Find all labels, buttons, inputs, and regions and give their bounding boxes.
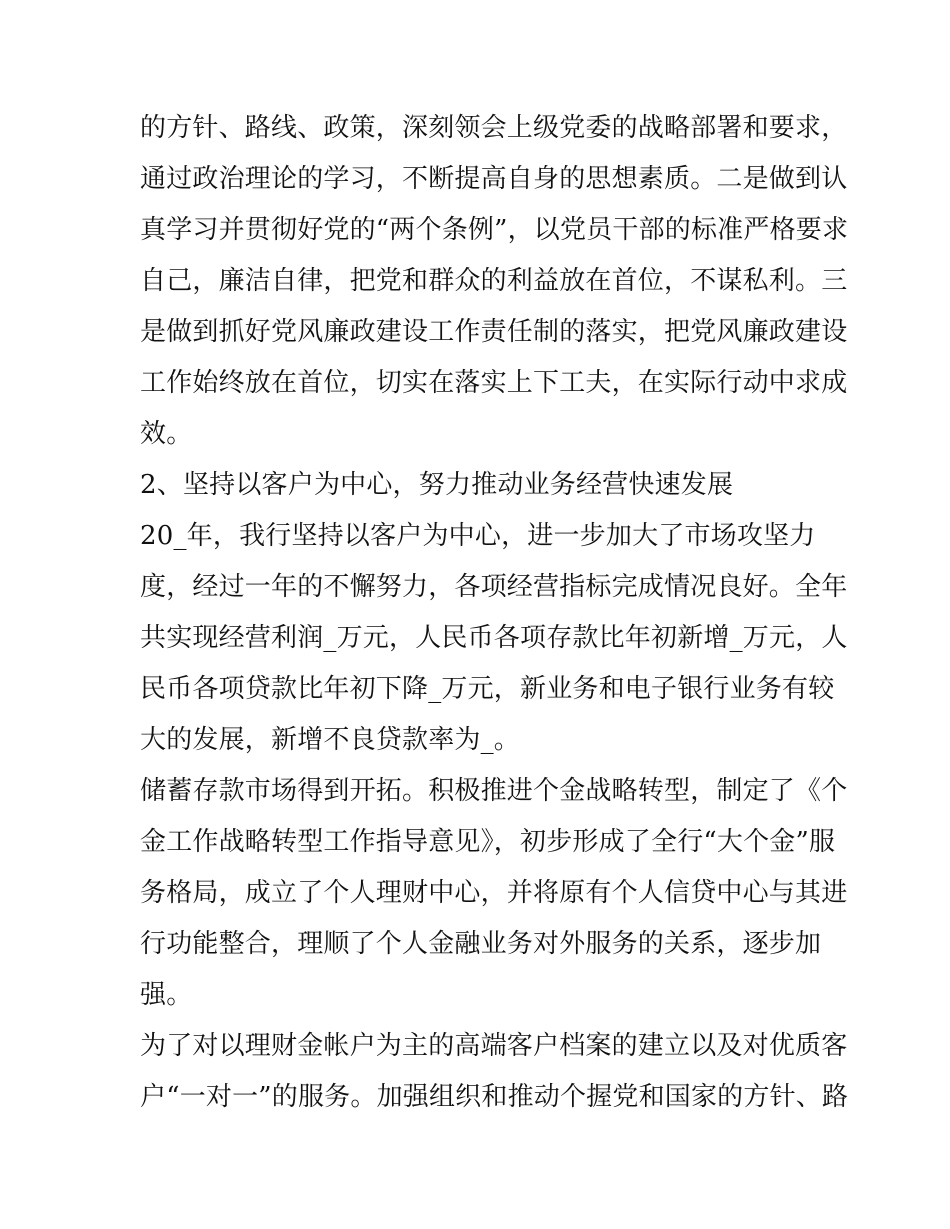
text-line: 效。 xyxy=(140,419,193,449)
text-line: 金工作战略转型工作指导意见》，初步形成了全行“大个金”服 xyxy=(140,827,836,857)
text-line: 是做到抓好党风廉政建设工作责任制的落实，把党风廉政建设 xyxy=(140,317,848,347)
text-line: 20_年，我行坚持以客户为中心，进一步加大了市场攻坚力 xyxy=(140,521,816,551)
text-line: 为了对以理财金帐户为主的高端客户档案的建立以及对优质客 xyxy=(140,1031,848,1061)
text-line: 自己，廉洁自律，把党和群众的利益放在首位，不谋私利。三 xyxy=(140,266,848,296)
section-heading: 2、坚持以客户为中心，努力推动业务经营快速发展 xyxy=(140,470,734,500)
text-line: 民币各项贷款比年初下降_万元，新业务和电子银行业务有较 xyxy=(140,674,835,704)
text-line: 通过政治理论的学习，不断提高自身的思想素质。二是做到认 xyxy=(140,164,848,194)
text-line: 共实现经营利润_万元，人民币各项存款比年初新增_万元，人 xyxy=(140,623,848,653)
text-line: 大的发展，新增不良贷款率为_。 xyxy=(140,725,521,755)
text-line: 务格局，成立了个人理财中心，并将原有个人信贷中心与其进 xyxy=(140,878,848,908)
text-line: 强。 xyxy=(140,980,193,1010)
text-line: 的方针、路线、政策，深刻领会上级党委的战略部署和要求， xyxy=(140,113,848,143)
text-line: 行功能整合，理顺了个人金融业务对外服务的关系，逐步加 xyxy=(140,929,822,959)
text-line: 度，经过一年的不懈努力，各项经营指标完成情况良好。全年 xyxy=(140,572,848,602)
text-line: 户“一对一”的服务。加强组织和推动个握党和国家的方针、路 xyxy=(140,1082,849,1112)
text-line: 储蓄存款市场得到开拓。积极推进个金战略转型，制定了《个 xyxy=(140,776,848,806)
text-line: 工作始终放在首位，切实在落实上下工夫，在实际行动中求成 xyxy=(140,368,848,398)
text-line: 真学习并贯彻好党的“两个条例”，以党员干部的标准严格要求 xyxy=(140,215,849,245)
